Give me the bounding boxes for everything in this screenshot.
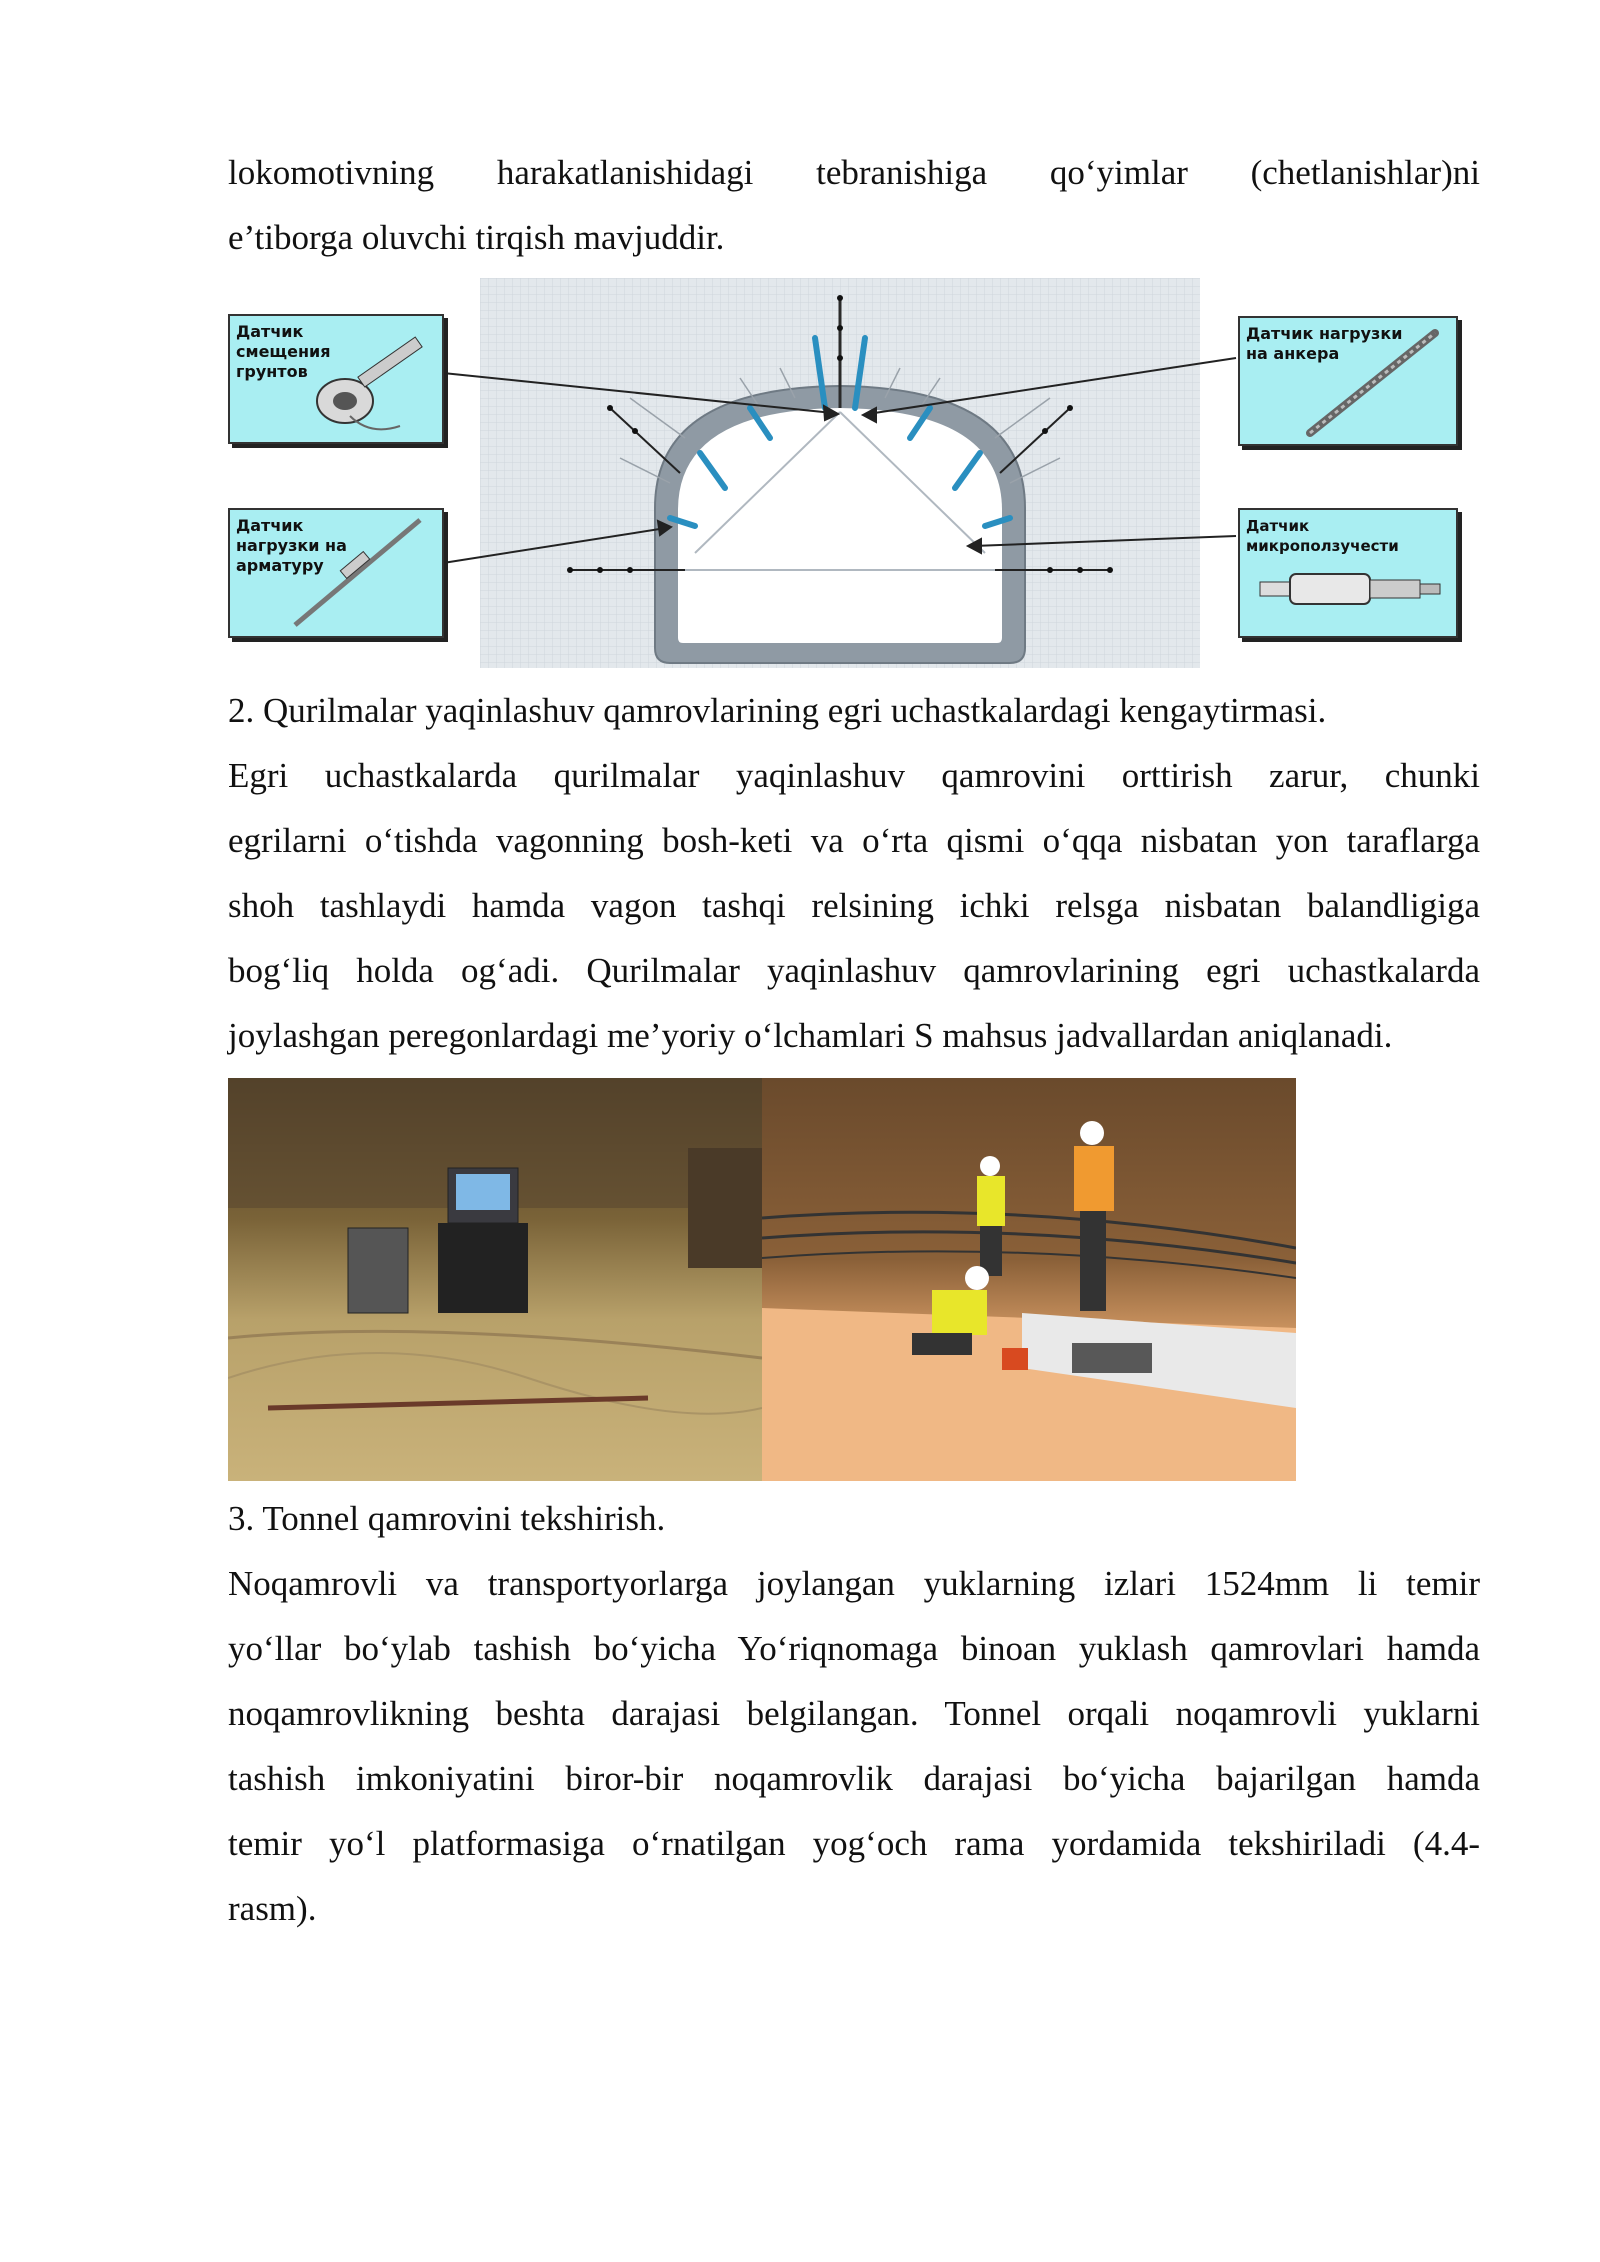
text-line-content: egrilarni o‘tishda vagonning bosh-keti va o‘rta qismi o‘qqa nisbatan yon taraflarga [228, 821, 1480, 860]
intro-line-2: e’tiborga oluvchi tirqish mavjuddir. [228, 218, 725, 257]
text-line [228, 1681, 1480, 1746]
text-line: joylashgan peregonlardagi me’yoriy o‘lchamlari S mahsus jadvallardan aniqlanadi. [228, 1016, 1393, 1055]
equipment-photo-icon [228, 1078, 762, 1481]
word: qo‘yimlar [1049, 153, 1188, 192]
anchor-load-label: Датчик нагрузки на анкера [1246, 324, 1403, 363]
word: harakatlanishidagi [496, 153, 754, 192]
text-line-content: yo‘llar bo‘ylab tashish bo‘yicha Yo‘riqnomaga binoan yuklash qamrovlari hamda [228, 1629, 1480, 1668]
text-line [228, 808, 1480, 873]
text-line [228, 1616, 1480, 1681]
intro-line-1 [228, 140, 1480, 205]
rebar-load-label: Датчик нагрузки на арматуру [236, 516, 347, 575]
soil-sensor-icon [300, 326, 440, 436]
rebar-sensor-icon [280, 515, 430, 630]
text-line [228, 938, 1480, 1003]
soil-displacement-sensor-panel [228, 314, 444, 444]
micro-creep-label: Датчик микроползучести [1246, 517, 1399, 555]
anchor-load-sensor-panel [1238, 316, 1458, 446]
section-3-heading: 3. Tonnel qamrovini tekshirish. [228, 1499, 666, 1538]
section-2-heading: 2. Qurilmalar yaqinlashuv qamrovlarining egri uchastkalardagi kengaytirmasi. [228, 691, 1327, 730]
micro-creep-sensor-icon [1250, 550, 1450, 630]
word: lokomotivning [228, 153, 435, 192]
soil-displacement-label: Датчик смещения грунтов [236, 322, 331, 381]
rebar-load-sensor-panel [228, 508, 444, 638]
tunnel-sensor-diagram [228, 278, 1468, 668]
text-line [228, 1811, 1480, 1876]
text-line-content: temir yo‘l platformasiga o‘rnatilgan yog‘och rama yordamida tekshiriladi (4.4- [228, 1824, 1480, 1863]
text-line-content: shoh tashlaydi hamda vagon tashqi relsining ichki relsga nisbatan balandligiga [228, 886, 1480, 925]
text-line-content: Egri uchastkalarda qurilmalar yaqinlashuv qamrovini orttirish zarur, chunki [228, 756, 1480, 795]
word: (chetlanishlar)ni [1250, 153, 1480, 192]
anchor-sensor-icon [1300, 323, 1450, 438]
intro-paragraph [228, 140, 1480, 270]
micro-creep-sensor-panel [1238, 508, 1458, 638]
workers-photo-icon [762, 1078, 1296, 1481]
text-line-content: bog‘liq holda og‘adi. Qurilmalar yaqinlashuv qamrovlarining egri uchastkalarda [228, 951, 1480, 990]
section-3-paragraph [228, 1551, 1480, 1941]
tunnel-equipment-photo [228, 1078, 762, 1481]
text-line: rasm). [228, 1889, 317, 1928]
text-line [228, 743, 1480, 808]
word: tebranishiga [816, 153, 988, 192]
workers-inspection-photo [762, 1078, 1296, 1481]
section-2-paragraph [228, 743, 1480, 1068]
text-line-content: Noqamrovli va transportyorlarga joylangan yuklarning izlari 1524mm li temir [228, 1564, 1480, 1603]
text-line-content: noqamrovlikning beshta darajasi belgilangan. Tonnel orqali noqamrovli yuklarni [228, 1694, 1480, 1733]
text-line [228, 1551, 1480, 1616]
text-line-content: tashish imkoniyatini biror-bir noqamrovlik darajasi bo‘yicha bajarilgan hamda [228, 1759, 1480, 1798]
text-line [228, 873, 1480, 938]
text-line [228, 1746, 1480, 1811]
